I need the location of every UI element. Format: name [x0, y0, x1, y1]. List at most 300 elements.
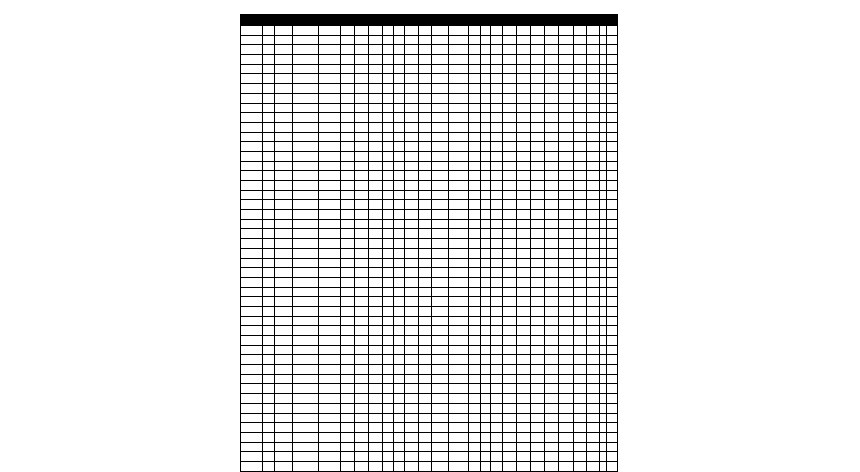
table-cell: [545, 151, 559, 161]
table-cell: [448, 326, 468, 336]
table-row: [241, 132, 618, 142]
table-cell: [468, 142, 480, 152]
table-cell: [405, 442, 419, 452]
table-cell: [480, 161, 490, 171]
table-cell: [606, 248, 617, 258]
table-cell: [383, 413, 394, 423]
table-cell: [318, 161, 340, 171]
table-cell: [559, 181, 573, 191]
table-cell: [241, 306, 263, 316]
table-cell: [394, 181, 405, 191]
table-cell: [503, 45, 517, 55]
table-cell: [368, 452, 382, 462]
table-cell: [293, 64, 318, 74]
table-cell: [318, 26, 340, 36]
table-cell: [275, 365, 293, 375]
table-cell: [318, 55, 340, 65]
column-header: [573, 15, 586, 26]
table-cell: [490, 142, 502, 152]
table-cell: [559, 442, 573, 452]
table-cell: [419, 74, 432, 84]
table-cell: [606, 229, 617, 239]
table-cell: [354, 413, 368, 423]
table-cell: [586, 161, 599, 171]
table-cell: [368, 190, 382, 200]
table-cell: [263, 132, 275, 142]
table-cell: [606, 93, 617, 103]
table-row: [241, 210, 618, 220]
table-cell: [503, 74, 517, 84]
table-cell: [368, 258, 382, 268]
table-cell: [599, 93, 606, 103]
table-cell: [318, 93, 340, 103]
table-cell: [531, 394, 545, 404]
table-cell: [517, 413, 531, 423]
table-cell: [586, 171, 599, 181]
table-cell: [559, 316, 573, 326]
table-cell: [405, 26, 419, 36]
table-cell: [263, 122, 275, 132]
table-cell: [432, 239, 448, 249]
table-cell: [354, 132, 368, 142]
table-cell: [503, 326, 517, 336]
table-cell: [419, 171, 432, 181]
table-cell: [432, 268, 448, 278]
table-cell: [368, 316, 382, 326]
table-cell: [263, 365, 275, 375]
table-cell: [318, 268, 340, 278]
table-cell: [606, 45, 617, 55]
table-cell: [263, 355, 275, 365]
table-cell: [394, 423, 405, 433]
table-cell: [354, 394, 368, 404]
table-cell: [368, 306, 382, 316]
table-cell: [606, 355, 617, 365]
table-cell: [531, 345, 545, 355]
table-cell: [586, 55, 599, 65]
table-cell: [368, 161, 382, 171]
table-cell: [293, 287, 318, 297]
table-row: [241, 55, 618, 65]
table-cell: [490, 210, 502, 220]
table-cell: [340, 461, 354, 471]
table-cell: [394, 55, 405, 65]
table-cell: [573, 45, 586, 55]
table-cell: [448, 413, 468, 423]
table-cell: [432, 248, 448, 258]
table-cell: [517, 277, 531, 287]
table-cell: [318, 384, 340, 394]
table-cell: [606, 326, 617, 336]
table-cell: [531, 229, 545, 239]
table-cell: [503, 413, 517, 423]
table-cell: [468, 200, 480, 210]
table-cell: [318, 442, 340, 452]
table-cell: [517, 103, 531, 113]
table-cell: [586, 258, 599, 268]
column-header: [517, 15, 531, 26]
table-cell: [468, 432, 480, 442]
table-cell: [480, 384, 490, 394]
table-cell: [318, 432, 340, 442]
table-cell: [263, 74, 275, 84]
table-cell: [531, 35, 545, 45]
table-cell: [318, 355, 340, 365]
table-cell: [275, 26, 293, 36]
table-cell: [340, 239, 354, 249]
table-cell: [318, 258, 340, 268]
table-cell: [573, 365, 586, 375]
table-cell: [383, 200, 394, 210]
table-cell: [405, 277, 419, 287]
table-cell: [275, 210, 293, 220]
table-cell: [599, 268, 606, 278]
table-cell: [241, 142, 263, 152]
table-cell: [241, 122, 263, 132]
table-cell: [354, 345, 368, 355]
table-row: [241, 423, 618, 433]
table-cell: [275, 452, 293, 462]
table-cell: [340, 122, 354, 132]
table-cell: [263, 336, 275, 346]
table-cell: [517, 74, 531, 84]
table-row: [241, 171, 618, 181]
table-cell: [545, 258, 559, 268]
table-cell: [318, 103, 340, 113]
table-cell: [394, 268, 405, 278]
table-cell: [480, 210, 490, 220]
table-cell: [586, 423, 599, 433]
table-cell: [480, 93, 490, 103]
table-cell: [448, 365, 468, 375]
table-cell: [419, 442, 432, 452]
table-cell: [545, 413, 559, 423]
table-cell: [318, 142, 340, 152]
table-cell: [432, 113, 448, 123]
table-cell: [340, 452, 354, 462]
table-cell: [503, 161, 517, 171]
table-cell: [383, 55, 394, 65]
table-cell: [517, 55, 531, 65]
table-cell: [531, 45, 545, 55]
table-cell: [531, 413, 545, 423]
table-cell: [599, 200, 606, 210]
column-header: [606, 15, 617, 26]
table-cell: [394, 210, 405, 220]
table-cell: [599, 161, 606, 171]
table-cell: [606, 122, 617, 132]
table-cell: [503, 84, 517, 94]
table-cell: [432, 258, 448, 268]
table-cell: [241, 345, 263, 355]
table-cell: [275, 384, 293, 394]
table-cell: [318, 190, 340, 200]
table-cell: [419, 64, 432, 74]
table-cell: [241, 113, 263, 123]
table-cell: [432, 122, 448, 132]
table-cell: [241, 210, 263, 220]
table-cell: [503, 268, 517, 278]
table-cell: [531, 384, 545, 394]
table-cell: [517, 35, 531, 45]
table-cell: [586, 64, 599, 74]
table-cell: [354, 316, 368, 326]
table-cell: [599, 403, 606, 413]
table-cell: [368, 374, 382, 384]
table-cell: [559, 326, 573, 336]
table-cell: [545, 355, 559, 365]
table-cell: [586, 93, 599, 103]
table-cell: [275, 345, 293, 355]
table-cell: [503, 219, 517, 229]
table-cell: [293, 132, 318, 142]
table-cell: [517, 336, 531, 346]
table-cell: [503, 239, 517, 249]
table-cell: [490, 229, 502, 239]
table-cell: [573, 132, 586, 142]
table-cell: [503, 316, 517, 326]
table-cell: [405, 432, 419, 442]
table-cell: [573, 122, 586, 132]
table-row: [241, 432, 618, 442]
table-cell: [503, 442, 517, 452]
table-cell: [531, 306, 545, 316]
table-cell: [394, 442, 405, 452]
table-cell: [383, 151, 394, 161]
table-cell: [419, 365, 432, 375]
table-cell: [340, 35, 354, 45]
table-cell: [383, 229, 394, 239]
table-cell: [545, 306, 559, 316]
table-cell: [394, 336, 405, 346]
table-cell: [531, 432, 545, 442]
table-cell: [275, 181, 293, 191]
table-cell: [586, 74, 599, 84]
table-cell: [480, 239, 490, 249]
table-cell: [468, 277, 480, 287]
table-cell: [340, 200, 354, 210]
table-cell: [480, 171, 490, 181]
table-cell: [490, 432, 502, 442]
table-cell: [419, 374, 432, 384]
table-cell: [394, 326, 405, 336]
table-cell: [503, 345, 517, 355]
table-cell: [293, 384, 318, 394]
table-cell: [383, 64, 394, 74]
table-cell: [606, 384, 617, 394]
table-cell: [394, 306, 405, 316]
table-cell: [573, 161, 586, 171]
column-header: [448, 15, 468, 26]
table-cell: [275, 229, 293, 239]
table-cell: [340, 394, 354, 404]
table-cell: [448, 355, 468, 365]
table-cell: [517, 432, 531, 442]
table-cell: [419, 297, 432, 307]
table-cell: [480, 190, 490, 200]
table-cell: [394, 161, 405, 171]
table-cell: [490, 326, 502, 336]
table-cell: [573, 394, 586, 404]
table-cell: [480, 442, 490, 452]
table-cell: [503, 122, 517, 132]
table-cell: [383, 219, 394, 229]
table-cell: [354, 74, 368, 84]
table-cell: [432, 326, 448, 336]
table-cell: [368, 461, 382, 471]
table-cell: [419, 26, 432, 36]
table-cell: [586, 306, 599, 316]
table-cell: [545, 403, 559, 413]
table-cell: [354, 258, 368, 268]
table-cell: [293, 122, 318, 132]
table-cell: [517, 132, 531, 142]
table-cell: [263, 200, 275, 210]
table-cell: [586, 248, 599, 258]
table-cell: [531, 423, 545, 433]
table-cell: [241, 365, 263, 375]
table-cell: [405, 93, 419, 103]
table-cell: [480, 74, 490, 84]
table-cell: [586, 394, 599, 404]
table-cell: [545, 35, 559, 45]
table-cell: [263, 394, 275, 404]
table-cell: [354, 287, 368, 297]
table-cell: [573, 239, 586, 249]
table-cell: [419, 113, 432, 123]
table-cell: [573, 345, 586, 355]
table-cell: [383, 326, 394, 336]
table-cell: [573, 64, 586, 74]
table-cell: [448, 384, 468, 394]
table-cell: [573, 219, 586, 229]
table-cell: [573, 452, 586, 462]
table-cell: [606, 268, 617, 278]
table-cell: [241, 200, 263, 210]
table-cell: [480, 113, 490, 123]
table-cell: [394, 432, 405, 442]
table-cell: [517, 345, 531, 355]
table-cell: [405, 74, 419, 84]
table-cell: [340, 93, 354, 103]
table-cell: [419, 355, 432, 365]
table-cell: [448, 229, 468, 239]
table-cell: [480, 64, 490, 74]
table-cell: [293, 258, 318, 268]
table-cell: [354, 64, 368, 74]
table-cell: [503, 365, 517, 375]
table-cell: [517, 151, 531, 161]
table-cell: [599, 229, 606, 239]
table-cell: [432, 171, 448, 181]
table-cell: [293, 403, 318, 413]
table-cell: [480, 297, 490, 307]
table-cell: [275, 306, 293, 316]
table-cell: [368, 142, 382, 152]
table-cell: [490, 151, 502, 161]
table-cell: [503, 171, 517, 181]
table-cell: [263, 461, 275, 471]
table-cell: [394, 365, 405, 375]
table-cell: [383, 93, 394, 103]
table-cell: [517, 171, 531, 181]
table-cell: [531, 113, 545, 123]
table-cell: [368, 132, 382, 142]
table-cell: [340, 365, 354, 375]
table-cell: [573, 461, 586, 471]
table-cell: [241, 132, 263, 142]
table-cell: [586, 229, 599, 239]
table-cell: [573, 35, 586, 45]
table-cell: [241, 55, 263, 65]
table-cell: [490, 461, 502, 471]
table-cell: [368, 181, 382, 191]
table-cell: [586, 132, 599, 142]
table-cell: [599, 210, 606, 220]
table-cell: [383, 374, 394, 384]
table-cell: [241, 442, 263, 452]
table-cell: [517, 200, 531, 210]
table-cell: [432, 103, 448, 113]
table-cell: [531, 374, 545, 384]
table-cell: [480, 35, 490, 45]
column-header: [490, 15, 502, 26]
table-cell: [573, 55, 586, 65]
table-cell: [354, 142, 368, 152]
table-cell: [318, 84, 340, 94]
table-cell: [480, 413, 490, 423]
table-cell: [354, 248, 368, 258]
table-cell: [405, 84, 419, 94]
table-cell: [340, 132, 354, 142]
table-cell: [263, 316, 275, 326]
table-cell: [545, 219, 559, 229]
table-cell: [383, 452, 394, 462]
table-cell: [545, 452, 559, 462]
column-header: [503, 15, 517, 26]
table-cell: [340, 55, 354, 65]
column-header: [405, 15, 419, 26]
table-cell: [606, 132, 617, 142]
table-cell: [490, 423, 502, 433]
table-cell: [468, 122, 480, 132]
table-cell: [340, 326, 354, 336]
table-cell: [383, 287, 394, 297]
table-cell: [517, 326, 531, 336]
table-cell: [606, 365, 617, 375]
table-cell: [263, 210, 275, 220]
table-cell: [394, 122, 405, 132]
table-row: [241, 384, 618, 394]
table-cell: [263, 345, 275, 355]
table-cell: [275, 151, 293, 161]
table-cell: [573, 258, 586, 268]
table-cell: [517, 229, 531, 239]
table-cell: [490, 74, 502, 84]
table-cell: [559, 64, 573, 74]
table-cell: [354, 181, 368, 191]
table-cell: [599, 461, 606, 471]
table-cell: [559, 84, 573, 94]
table-cell: [275, 268, 293, 278]
table-cell: [394, 64, 405, 74]
table-cell: [586, 297, 599, 307]
table-cell: [263, 181, 275, 191]
table-cell: [586, 277, 599, 287]
table-cell: [394, 35, 405, 45]
table-cell: [448, 239, 468, 249]
column-header: [468, 15, 480, 26]
